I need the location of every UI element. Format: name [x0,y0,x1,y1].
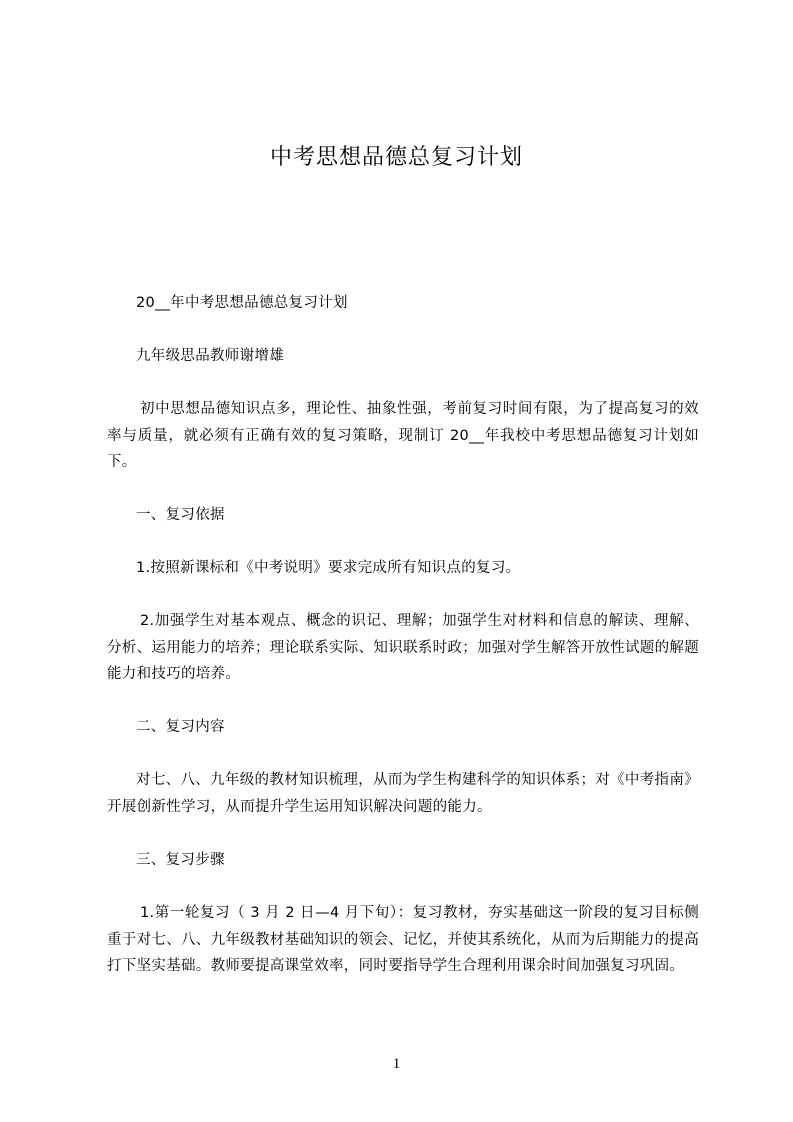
page-number: 1 [392,1056,401,1072]
author-paragraph: 九年级思品教师谢增雄 [136,348,284,364]
section-heading-content: 二、复习内容 [136,719,225,735]
section-heading-basis: 一、复习依据 [136,507,225,523]
subtitle-paragraph: 20__年中考思想品德总复习计划 [136,295,348,311]
basis-item-2: 2.加强学生对基本观点、概念的识记、理解；加强学生对材料和信息的解读、理解、分析、运用能力的培养；理论联系实际、知识联系时政；加强对学生解答开放性试题的解题能力和技巧的培养。 [107,613,699,682]
intro-paragraph: 初中思想品德知识点多，理论性、抽象性强，考前复习时间有限，为了提高复习的效率与质量，就必须有正确有效的复习策略，现制订 20__年我校中考思想品德复习计划如下。 [107,401,699,470]
section-heading-steps: 三、复习步骤 [136,852,225,868]
document-title: 中考思想品德总复习计划 [269,145,523,170]
steps-item-1: 1.第一轮复习（ 3 月 2 日—4 月下旬）：复习教材，夯实基础这一阶段的复习目标侧重于对七、八、九年级教材基础知识的领会、记忆，并使其系统化，从而为后期能力的提高打下坚实基础。教师要提高课堂效率，同时要指导学生合理利用课余时间加强复习巩固。 [107,905,699,974]
content-paragraph: 对七、八、九年级的教材知识梳理，从而为学生构建科学的知识体系；对《中考指南》开展创新性学习，从而提升学生运用知识解决问题的能力。 [107,772,699,815]
basis-item-1: 1.按照新课标和《中考说明》要求完成所有知识点的复习。 [136,560,521,576]
